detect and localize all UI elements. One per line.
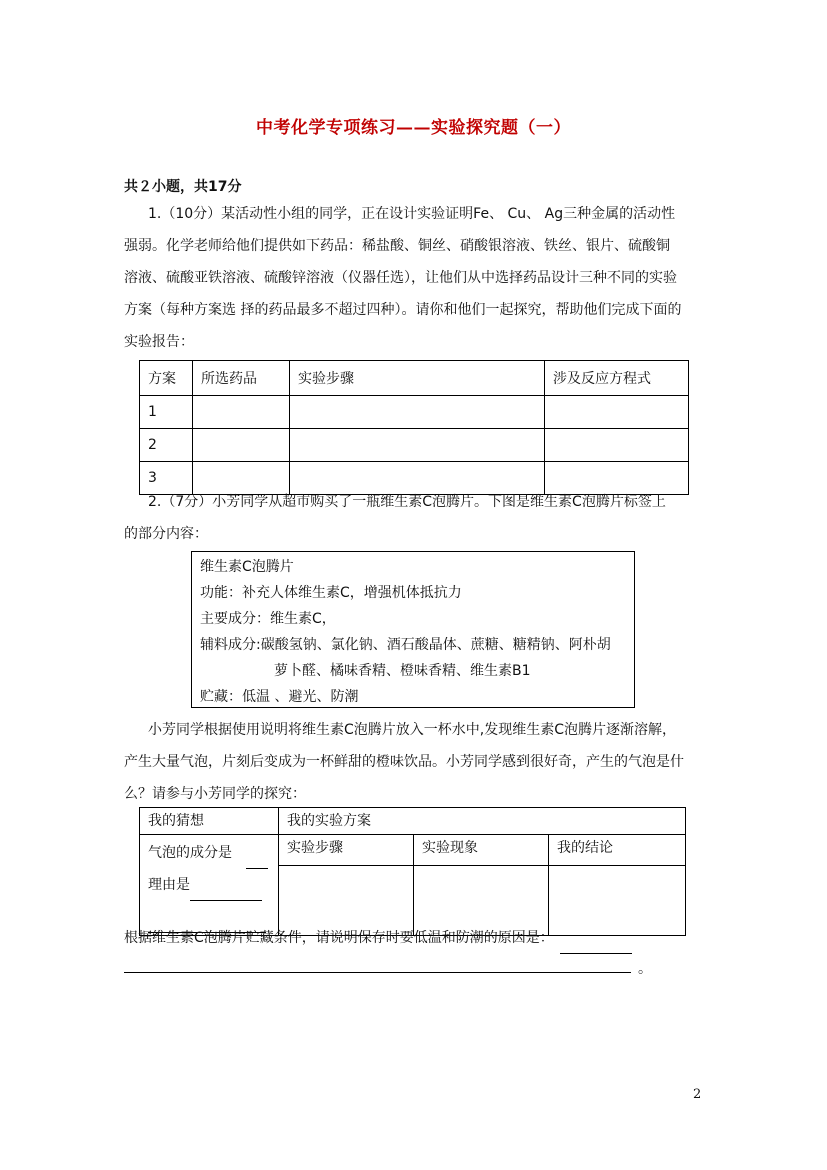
header-steps: 实验步骤 bbox=[290, 361, 545, 396]
equations-cell[interactable] bbox=[545, 429, 689, 462]
guess-cell bbox=[140, 835, 279, 936]
q2-line1: 2.（7分）小芳同学从超市购买了一瓶维生素C泡腾片。下图是维生素C泡腾片标签上 bbox=[148, 494, 666, 510]
steps-cell[interactable] bbox=[290, 396, 545, 429]
label-auxiliary: 辅料成分:碳酸氢钠、氯化钠、酒石酸晶体、蔗糖、糖精钠、阿朴胡 bbox=[200, 637, 611, 653]
page-number: 2 bbox=[693, 1087, 702, 1102]
storage-reason-blank[interactable] bbox=[560, 953, 632, 954]
label-function: 功能：补充人体维生素C，增强机体抵抗力 bbox=[200, 585, 462, 601]
conclusion-header: 我的结论 bbox=[549, 835, 686, 866]
reagents-cell[interactable] bbox=[193, 396, 290, 429]
guess-header: 我的猜想 bbox=[140, 808, 279, 835]
steps-cell[interactable] bbox=[290, 429, 545, 462]
label-main-ingredient: 主要成分：维生素C， bbox=[200, 611, 336, 627]
row-number: 1 bbox=[140, 396, 193, 429]
q2b-line3: 么？请参与小芳同学的探究： bbox=[124, 786, 306, 802]
q1-line5: 实验报告： bbox=[124, 334, 194, 350]
gas-label: 气泡的成分是 bbox=[148, 845, 232, 861]
table-row bbox=[140, 396, 689, 429]
q1-line2: 强弱。化学老师给他们提供如下药品：稀盐酸、铜丝、硝酸银溶液、铁丝、银片、硫酸铜 bbox=[124, 238, 670, 254]
q1-line1: 1.（10分）某活动性小组的同学，正在设计实验证明Fe、 Cu、 Ag三种金属的活动性 bbox=[148, 206, 676, 222]
table-header-row bbox=[140, 808, 686, 835]
product-label-box bbox=[191, 551, 635, 708]
header-plan: 方案 bbox=[140, 361, 193, 396]
q2c-line1 bbox=[124, 922, 704, 954]
label-name: 维生素C泡腾片 bbox=[200, 559, 294, 575]
label-storage: 贮藏：低温 、避光、防潮 bbox=[200, 689, 359, 705]
steps-header: 实验步骤 bbox=[279, 835, 414, 866]
inquiry-table bbox=[139, 807, 686, 936]
question-summary: 共２小题，共17分 bbox=[124, 179, 242, 195]
end-period: 。 bbox=[638, 961, 652, 977]
row-number: 3 bbox=[140, 462, 193, 495]
question-2-body bbox=[124, 714, 704, 810]
q1-line4: 方案（每种方案选 择的药品最多不超过四种）。请你和他们一起探究，帮助他们完成下面的 bbox=[124, 302, 682, 318]
reason-blank[interactable] bbox=[190, 900, 262, 901]
answer-line[interactable] bbox=[124, 972, 631, 973]
equations-cell[interactable] bbox=[545, 396, 689, 429]
table-row bbox=[140, 429, 689, 462]
label-auxiliary-cont: 萝卜醛、橘味香精、橙味香精、维生素B1 bbox=[274, 663, 531, 679]
gas-blank[interactable] bbox=[246, 868, 268, 869]
q2-line2: 的部分内容： bbox=[124, 526, 208, 542]
reason-label: 理由是 bbox=[148, 877, 190, 893]
q2b-line1: 小芳同学根据使用说明将维生素C泡腾片放入一杯水中,发现维生素C泡腾片逐渐溶解， bbox=[148, 722, 676, 738]
header-reagents: 所选药品 bbox=[193, 361, 290, 396]
q1-line3: 溶液、硫酸亚铁溶液、硫酸锌溶液（仪器任选），让他们从中选择药品设计三种不同的实验 bbox=[124, 270, 677, 286]
header-equations: 涉及反应方程式 bbox=[545, 361, 689, 396]
reagents-cell[interactable] bbox=[193, 429, 290, 462]
question-2-storage bbox=[124, 922, 704, 954]
plan-header: 我的实验方案 bbox=[279, 808, 686, 835]
question-2 bbox=[124, 486, 704, 550]
table-row bbox=[140, 835, 686, 866]
page-title: 中考化学专项练习——实验探究题（一） bbox=[256, 118, 571, 138]
phenomena-header: 实验现象 bbox=[414, 835, 549, 866]
experiment-report-table bbox=[139, 360, 689, 495]
q2b-line2: 产生大量气泡，片刻后变成为一杯鲜甜的橙味饮品。小芳同学感到很好奇，产生的气泡是什 bbox=[124, 754, 684, 770]
question-1 bbox=[124, 198, 704, 358]
table-header-row bbox=[140, 361, 689, 396]
q2c-text: 根据维生素C泡腾片贮藏条件，请说明保存时要低温和防潮的原因是： bbox=[124, 930, 554, 946]
row-number: 2 bbox=[140, 429, 193, 462]
